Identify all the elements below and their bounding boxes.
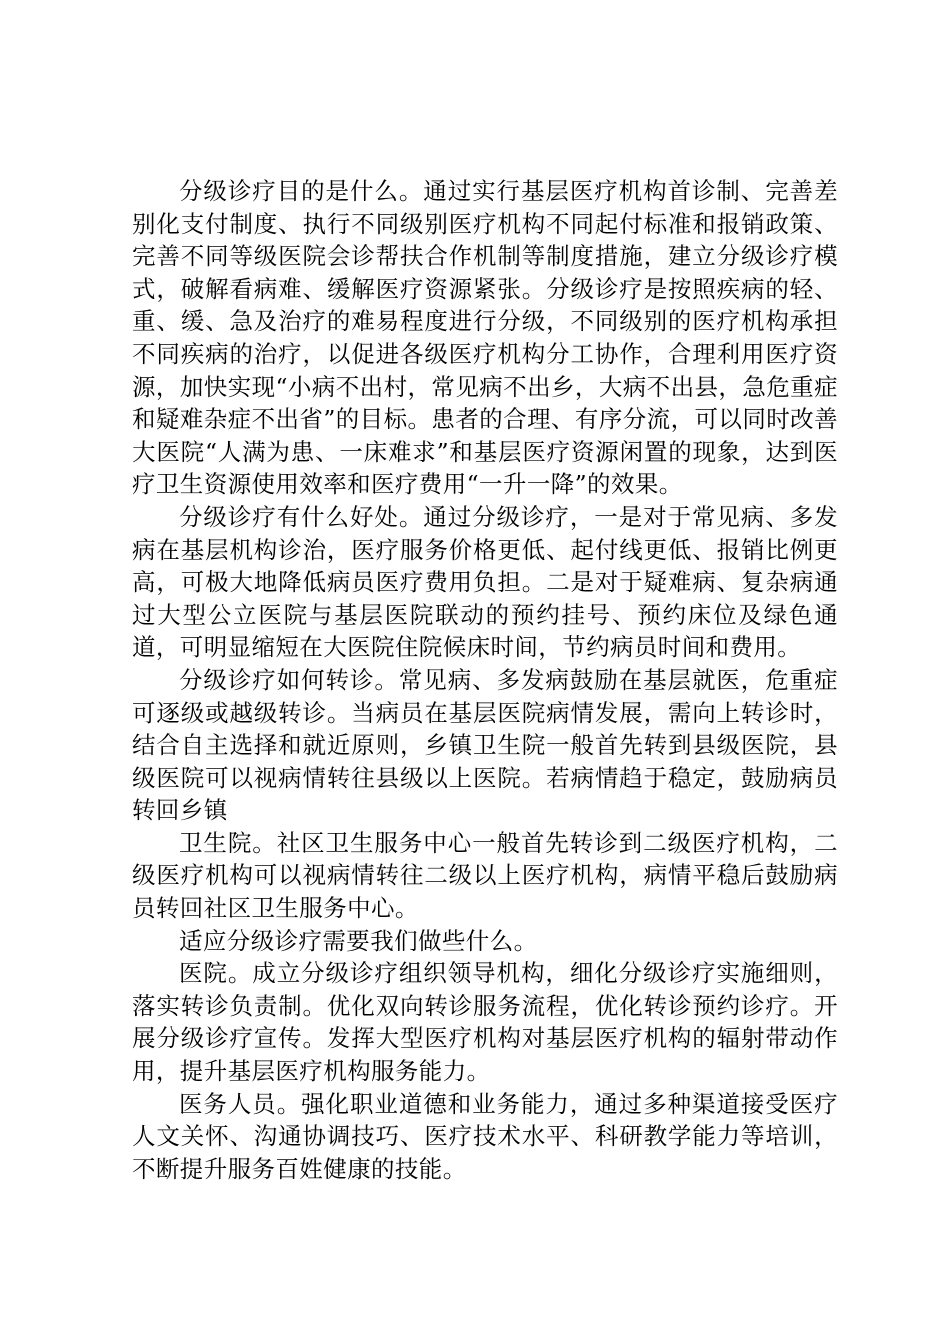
paragraph-referral-continued: 卫生院。社区卫生服务中心一般首先转诊到二级医疗机构，二级医疗机构可以视病情转往二级以上医疗机构，病情平稳后鼓励病员转回社区卫生服务中心。	[132, 828, 838, 923]
paragraph-medical-staff: 医务人员。强化职业道德和业务能力，通过多种渠道接受医疗人文关怀、沟通协调技巧、医疗技术水平、科研教学能力等培训，不断提升服务百姓健康的技能。	[132, 1089, 838, 1183]
paragraph-purpose: 分级诊疗目的是什么。通过实行基层医疗机构首诊制、完善差别化支付制度、执行不同级别医疗机构不同起付标准和报销政策、完善不同等级医院会诊帮扶合作机制等制度措施，建立分级诊疗模式，破解看病难、缓解医疗资源紧张。分级诊疗是按照疾病的轻、重、缓、急及治疗的难易程度进行分级，不同级别的医疗机构承担不同疾病的治疗，以促进各级医疗机构分工协作，合理利用医疗资源，加快实现“小病不出村，常见病不出乡，大病不出县，急危重症和疑难杂症不出省”的目标。患者的合理、有序分流，可以同时改善大医院“人满为患、一床难求”和基层医疗资源闲置的现象，达到医疗卫生资源使用效率和医疗费用“一升一降”的效果。	[132, 177, 838, 499]
paragraph-benefits: 分级诊疗有什么好处。通过分级诊疗，一是对于常见病、多发病在基层机构诊治，医疗服务价格更低、起付线更低、报销比例更高，可极大地降低病员医疗费用负担。二是对于疑难病、复杂病通过大型公立医院与基层医院联动的预约挂号、预约床位及绿色通道，可明显缩短在大医院住院候床时间，节约病员时间和费用。	[132, 502, 838, 662]
document-body	[132, 175, 838, 1185]
paragraph-referral: 分级诊疗如何转诊。常见病、多发病鼓励在基层就医，危重症可逐级或越级转诊。当病员在基层医院病情发展，需向上转诊时，结合自主选择和就近原则，乡镇卫生院一般首先转到县级医院，县级医院可以视病情转往县级以上医院。若病情趋于稳定，鼓励病员转回乡镇	[132, 665, 838, 825]
paragraph-hospital: 医院。成立分级诊疗组织领导机构，细化分级诊疗实施细则，落实转诊负责制。优化双向转诊服务流程，优化转诊预约诊疗。开展分级诊疗宣传。发挥大型医疗机构对基层医疗机构的辐射带动作用，提升基层医疗机构服务能力。	[132, 959, 838, 1086]
paragraph-what-to-do: 适应分级诊疗需要我们做些什么。	[179, 926, 538, 955]
